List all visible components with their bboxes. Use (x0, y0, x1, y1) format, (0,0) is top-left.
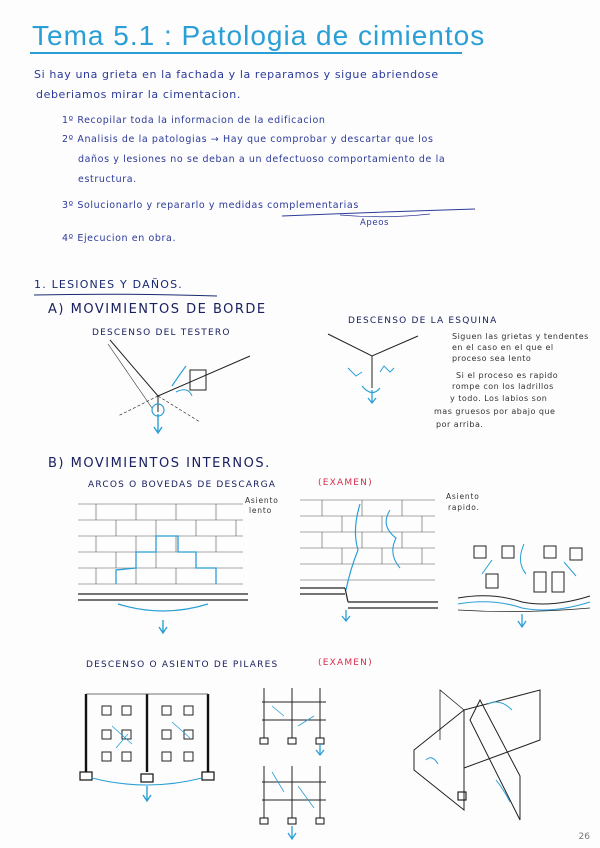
note-line-5: rompe con los ladrillos (452, 382, 554, 391)
subsection-a-label: A) MOVIMIENTOS DE BORDE (48, 302, 267, 317)
title-underline (30, 52, 462, 54)
figure-pilares-fachada (72, 686, 222, 816)
subsection-b-label: B) MOVIMIENTOS INTERNOS. (48, 456, 271, 471)
caption-descenso-esquina: DESCENSO DE LA ESQUINA (348, 316, 498, 326)
figure-arco-descarga-1 (78, 494, 250, 640)
figure-arco-descarga-2 (300, 490, 440, 630)
label-asiento-rapido-1: Asiento (446, 492, 480, 501)
step-3-annotation: Apeos (360, 218, 390, 228)
note-line-4: Si el proceso es rapido (456, 371, 559, 380)
note-line-8: por arriba. (436, 420, 484, 429)
caption-arcos: ARCOS O BOVEDAS DE DESCARGA (88, 480, 277, 490)
step-2-line-1: 2º Analisis de la patologias → Hay que comprobar y descartar que los (62, 134, 434, 145)
note-line-2: en el caso en el que el (452, 343, 554, 352)
label-asiento-lento-1: Asiento (245, 496, 279, 505)
step-1: 1º Recopilar toda la informacion de la edificacion (62, 115, 326, 126)
figure-asiento-rapido (452, 534, 592, 634)
note-line-3: proceso sea lento (452, 354, 532, 363)
figure-pilares-portico (254, 682, 354, 846)
step-2-line-2: daños y lesiones no se deban a un defectuoso comportamiento de la (78, 154, 446, 165)
exam-tag-arcos: (EXAMEN) (318, 478, 373, 488)
note-line-7: mas gruesos por abajo que (434, 407, 556, 416)
page-title: Tema 5.1 : Patologia de cimientos (32, 20, 486, 51)
caption-descenso-testero: DESCENSO DEL TESTERO (92, 328, 231, 338)
step-3: 3º Solucionarlo y repararlo y medidas complementarias (62, 200, 359, 211)
figure-descenso-esquina (318, 328, 438, 408)
caption-pilares: DESCENSO O ASIENTO DE PILARES (86, 660, 279, 670)
exam-tag-pilares: (EXAMEN) (318, 658, 373, 668)
step-4: 4º Ejecucion en obra. (62, 233, 177, 244)
step-2-line-3: estructura. (78, 174, 137, 185)
label-asiento-rapido-2: rapido. (448, 503, 480, 512)
intro-line-2: deberiamos mirar la cimentacion. (36, 88, 241, 101)
figure-pilares-muros-cruzados (400, 680, 560, 830)
label-asiento-lento-2: lento (249, 506, 272, 515)
figure-descenso-testero (100, 330, 290, 440)
section-heading: 1. LESIONES Y DAÑOS. (34, 278, 183, 291)
note-line-6: y todo. Los labios son (450, 394, 548, 403)
intro-line-1: Si hay una grieta en la fachada y la reparamos y sigue abriendose (34, 68, 439, 81)
section-heading-underline (32, 292, 222, 298)
note-line-1: Siguen las grietas y tendentes (452, 332, 589, 341)
page-number: 26 (578, 832, 590, 842)
